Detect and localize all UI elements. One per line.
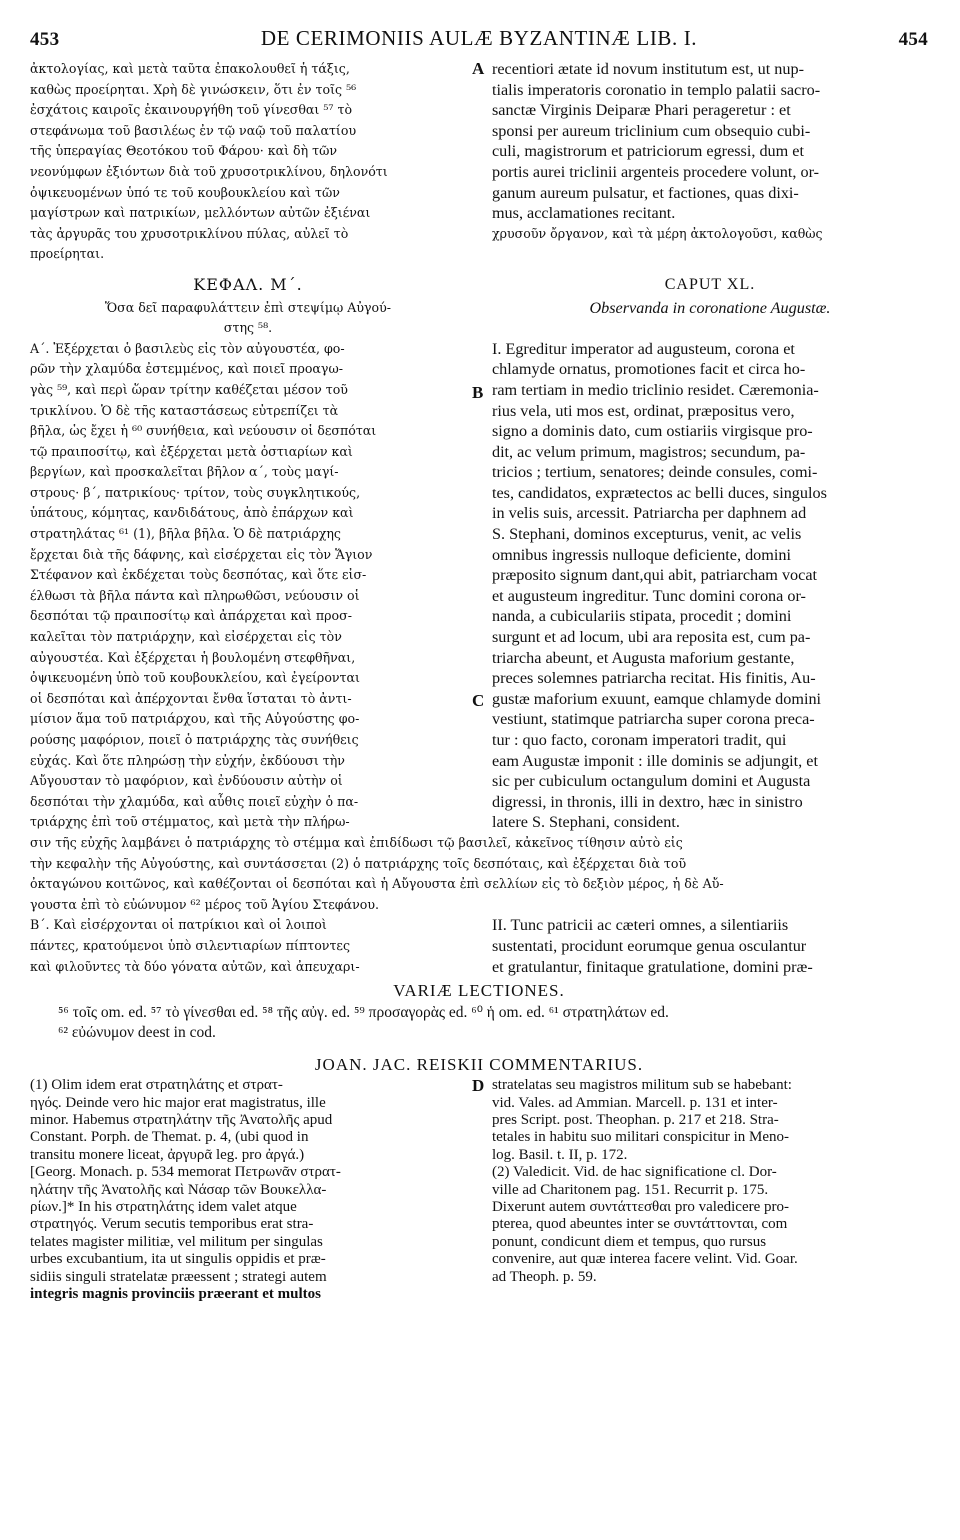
- greek-line: δεσπόται τὴν χλαμύδα, καὶ αὖθις ποιεῖ εὐχὴν ὁ πα-: [30, 793, 359, 809]
- commentary-line: [Georg. Monach. p. 534 memorat Πετρωνᾶν στρατ-: [30, 1164, 341, 1181]
- greek-line: γὰς ⁵⁹, καὶ περὶ ὥραν τρίτην καθέζεται μέσον τοῦ: [30, 381, 348, 397]
- greek-spanning-line: γουστα ἐπὶ τὸ εὐώνυμον ⁶² μέρος τοῦ Ἁγίου Στεφάνου.: [30, 896, 380, 912]
- greek-spanning-line: σιν τῆς εὐχῆς λαμβάνει ὁ πατριάρχης τὸ στέμμα καὶ ἐπιδίδωσι τῷ βασιλεῖ, κἀκεῖνος τίθησιν αὐτὸ εἰς: [30, 834, 683, 850]
- commentary-line: ηγός. Deinde vero hic major erat magistratus, ille: [30, 1094, 326, 1111]
- latin-line: tes, candidatos, exprætectos ac belli duces, singulos: [491, 483, 827, 502]
- latin-line: digressi, in thronis, illi in dextro, hæc in sinistro: [491, 792, 803, 811]
- greek-column-end: [30, 915, 466, 977]
- margin-marker-d: D: [472, 1076, 485, 1096]
- latin-line: nanda, a cubiculariis stipata, procedit ; domini: [491, 607, 792, 626]
- greek-line: μαγίστρων καὶ πατρικίων, μελλόντων αὐτῶν ἐξιέναι: [30, 205, 371, 221]
- greek-line: έλθωσι τὰ βῆλα πάντα καὶ πληρωθῶσι, νεύουσιν οἱ: [30, 587, 360, 603]
- latin-line: in velis suis, arcessit. Patriarcha per daphnem ad: [491, 504, 807, 523]
- commentary-right: [492, 1077, 928, 1303]
- commentary-line: Dixerunt autem συντάττεσθαι pro valedicere pro-: [491, 1198, 789, 1215]
- latin-line: preces solemnes patriarcha recitat. His finitis, Au-: [491, 669, 816, 688]
- latin-line: ram tertiam in medio triclinio residet. Cæremonia-: [491, 380, 819, 399]
- greek-spanning-line: ὀκταγώνου κοιτῶνος, καὶ καθέζονται οἱ δεσπόται καὶ ἡ Αὔγουστα ἐπὶ σελλίων εἰς τὸ δεξιὸν μέρος, ἡ δὲ Αὔ-: [30, 876, 724, 892]
- commentary-line: sidiis singuli stratelatæ præessent ; strategi autem: [30, 1268, 327, 1285]
- greek-line: πάντες, κρατούμενοι ὑπὸ σιλεντιαρίων πίπτοντες: [30, 937, 350, 953]
- greek-line: καθὼς προείρηται. Χρὴ δὲ γινώσκειν, ὅτι ἐν τοῖς ⁵⁶: [30, 81, 357, 97]
- latin-line: latere S. Stephani, consident.: [491, 813, 680, 832]
- gutter-top: [466, 59, 492, 244]
- greek-line: καὶ φιλοῦντες τὰ δύο γόνατα αὐτῶν, καὶ ἀπευχαρι-: [30, 958, 360, 974]
- latin-line: tricios ; tertium, senatores; deinde consules, comi-: [491, 463, 818, 482]
- top-columns: [30, 59, 928, 244]
- greek-chapter-title: Ὅσα δεῖ παραφυλάττειν ἐπὶ στεψίμῳ Αὐγού-: [104, 299, 392, 315]
- greek-line: ὀψικευομένη ὑπὸ τοῦ κουβουκλείου, καὶ ἐγείρονται: [30, 670, 360, 686]
- latin-line: portis aurei triclinii argenteis procedere volunt, or-: [491, 162, 820, 181]
- latin-line: I. Egreditur imperator ad augusteum, corona et: [491, 339, 795, 358]
- latin-line: dit, ac velum primum, magistros; secundum, pa-: [491, 442, 806, 461]
- main-columns: [30, 339, 928, 833]
- section-two-columns: [30, 915, 928, 977]
- commentary-line: telates magister militiæ, vel militum per singulas: [30, 1233, 323, 1250]
- chapter-headings: [30, 244, 928, 338]
- latin-column-top: [492, 59, 928, 244]
- greek-line: Αὔγουσταν τὸ μαφόριον, καὶ ἐνδύουσιν αὐτὴν οἱ: [30, 773, 343, 789]
- greek-line: στρατηλάτας ⁶¹ (1), βῆλα βῆλα. Ὁ δὲ πατριάρχης: [30, 526, 341, 542]
- latin-line: et gratulantur, finitaque gratulatione, domini præ-: [491, 957, 813, 976]
- running-title: DE CERIMONIIS AULÆ BYZANTINÆ LIB. I.: [260, 26, 698, 50]
- commentary-line: transitu monere liceat, ἀργυρᾶ leg. pro ἀργά.): [30, 1146, 305, 1163]
- commentary-columns: [30, 1077, 928, 1303]
- latin-line: ganum aureum pulsatur, et factiones, quas dixi-: [491, 183, 799, 202]
- latin-line: recentiori ætate id novum institutum est, ut nup-: [491, 60, 804, 78]
- greek-chapter-heading: [30, 244, 466, 338]
- variae-lectiones-heading: VARIÆ LECTIONES.: [393, 981, 565, 1001]
- latin-chapter-title: Observanda in coronatione Augustæ.: [589, 298, 831, 317]
- commentary-line: (2) Valedicit. Vid. de hac significatione cl. Dor-: [491, 1164, 777, 1181]
- latin-line: mus, acclamationes recitant.: [491, 204, 676, 223]
- latin-line: II. Tunc patricii ac cæteri omnes, a silentiariis: [491, 916, 789, 935]
- commentary-line: pterea, quod abeuntes inter se συντάττονται, com: [491, 1216, 788, 1233]
- latin-line: culi, magistrorum et patriciorum egressi, dum et: [491, 142, 804, 161]
- latin-line: gustæ maforium exuunt, eamque chlamyde domini: [491, 689, 822, 708]
- commentary-line: Constant. Porph. de Themat. p. 4, (ubi quod in: [30, 1129, 309, 1146]
- latin-chapter-number: CAPUT XL.: [664, 275, 756, 293]
- latin-line: et augusteum ingreditur. Tunc domini corona or-: [491, 586, 806, 605]
- margin-marker-b: B: [472, 382, 484, 402]
- left-page-number: 453: [30, 29, 60, 50]
- greek-chapter-title-cont: στης ⁵⁸.: [223, 320, 273, 336]
- latin-line: rius vela, uti mos est, ordinat, præpositus vero,: [491, 401, 795, 420]
- greek-line: ρούσης μαφόριον, ποιεῖ ὁ πατριάρχης τὰς συνήθεις: [30, 732, 359, 747]
- greek-line: ἔρχεται διὰ τῆς δάφνης, καὶ εἰσέρχεται εἰς τὸν Ἅγιον: [30, 546, 373, 562]
- greek-line: προείρηται.: [30, 246, 105, 262]
- latin-line: signo a dominis dato, cum ostiariis virgisque pro-: [491, 422, 813, 441]
- right-page-number: 454: [898, 29, 928, 50]
- latin-line: sanctæ Virginis Deiparæ Phari perageretur : et: [491, 101, 791, 120]
- commentary-line: ad Theoph. p. 59.: [491, 1268, 597, 1285]
- greek-chapter-number: ΚΕΦΑΛ. Μ΄.: [193, 274, 303, 294]
- latin-line: S. Stephani, dominos excepturus, venit, ac velis: [491, 525, 802, 544]
- latin-line: surgunt et ad locum, ubi ara reposita est, cum pa-: [491, 628, 811, 647]
- latin-line: triarcha abeunt, et Augusta maforium gestante,: [491, 648, 795, 667]
- commentary-line: ηλάτην τῆς Ἀνατολῆς καὶ Νάσαρ τῶν Βουκελλα-: [30, 1181, 327, 1198]
- greek-line: καλεῖται τὸν πατριάρχην, καὶ εἰσέρχεται εἰς τὸν: [30, 629, 342, 645]
- commentary-line: pres Script. post. Theophan. p. 217 et 218. Stra-: [491, 1111, 779, 1128]
- latin-column-end: [492, 915, 928, 977]
- latin-chapter-heading: [492, 244, 928, 338]
- greek-line: ὀψικευομένων ὑπό τε τοῦ κουβουκλείου καὶ τῶν: [30, 184, 340, 200]
- gutter-commentary: [466, 1077, 492, 1303]
- latin-line: eam Augustæ imponit : ille dominis se adjungit, et: [491, 751, 818, 770]
- latin-line: vestiunt, statimque patriarcha super corona preca-: [491, 710, 815, 729]
- gutter-main: [466, 339, 492, 833]
- variant-reading-line: ⁶² εὐώνυμον deest in cod.: [58, 1024, 216, 1042]
- greek-spanning-block: [30, 833, 928, 915]
- greek-line: τρικλίνου. Ὁ δὲ τῆς καταστάσεως εὐτρεπίζει τὰ: [30, 402, 339, 418]
- greek-column-main: [30, 339, 466, 833]
- greek-line: βῆλα, ὡς ἔχει ἡ ⁶⁰ συνήθεια, καὶ νεύουσιν οἱ δεσπόται: [30, 423, 377, 439]
- greek-line: ἐσχάτοις καιροῖς ἐκαινουργήθη τοῦ γίνεσθαι ⁵⁷ τὸ: [30, 102, 353, 118]
- margin-marker-c: C: [472, 690, 485, 710]
- commentary-line: ρίων.]* In his στρατηλάτης idem valet atque: [30, 1198, 297, 1215]
- latin-line: sic per cubiculum octangulum domini et Augusta: [491, 772, 811, 791]
- commentary-line: ponunt, condicunt diem et tempus, quo rursus: [491, 1233, 767, 1250]
- variae-lectiones: [30, 1003, 928, 1043]
- greek-line: Στέφανον καὶ ἐκδέχεται τοὺς δεσπότας, καὶ ὅτε εἰσ-: [30, 567, 367, 583]
- latin-line: omnibus ingressis nulloque deficiente, domini: [491, 545, 791, 564]
- commentary-heading: JOAN. JAC. REISKII COMMENTARIUS.: [314, 1055, 644, 1075]
- greek-line: ἀκτολογίας, καὶ μετὰ ταῦτα ἐπακολουθεῖ ἡ τάξις,: [30, 61, 350, 76]
- greek-line: τῆς ὑπεραγίας Θεοτόκου τοῦ Φάρου· καὶ δὴ τῶν: [30, 143, 338, 159]
- latin-line: chlamyde ornatus, promotiones facit et circa ho-: [491, 360, 806, 379]
- greek-line: ρῶν τὴν χλαμύδα ἐστεμμένος, καὶ ποιεῖ προαγω-: [30, 361, 343, 377]
- latin-line: tur : quo facto, coronam imperatori tradit, qui: [491, 731, 787, 749]
- greek-column-top: [30, 59, 466, 244]
- greek-line: εὐχάς. Καὶ ὅτε πληρώσῃ τὴν εὐχήν, ἐκδύουσι τὴν: [30, 752, 345, 768]
- commentary-line: urbes excubantium, ita ut singulis oppidis et præ-: [30, 1251, 326, 1268]
- commentary-line: stratelatas seu magistros militum sub se habebant:: [491, 1077, 792, 1094]
- commentary-line: vid. Vales. ad Ammian. Marcell. p. 131 et inter-: [491, 1094, 778, 1111]
- latin-line: sustentati, procidunt eorumque genua osculantur: [491, 936, 807, 955]
- greek-spanning-line: χρυσοῦν ὄργανον, καὶ τὰ μέρη ἀκτολογοῦσι, καθὼς: [491, 225, 823, 241]
- commentary-line: tetales in habitu suo militari conspicitur in Meno-: [491, 1129, 789, 1146]
- commentary-line: convenire, aut quæ interea facere velint. Vid. Goar.: [491, 1251, 798, 1268]
- commentary-line: integris magnis provinciis præerant et multos: [30, 1286, 321, 1302]
- greek-line: οἱ δεσπόται καὶ ἀπέρχονται ἔνθα ἵσταται τὸ ἀντι-: [30, 690, 352, 706]
- commentary-line: (1) Olim idem erat στρατηλάτης et στρατ-: [30, 1077, 283, 1094]
- greek-line: τὰς ἀργυρᾶς του χρυσοτρικλίνου πύλας, αὐλεῖ τὸ: [30, 225, 349, 241]
- greek-line: μίσιον ἅμα τοῦ πατριάρχου, καὶ τῆς Αὐγούστης φο-: [30, 711, 360, 727]
- commentary-line: log. Basil. t. II, p. 172.: [491, 1146, 628, 1163]
- commentary-line: minor. Habemus στρατηλάτην τῆς Ἀνατολῆς apud: [30, 1111, 333, 1128]
- commentary-left: [30, 1077, 466, 1303]
- greek-line: δεσπόται τῷ πραιποσίτῳ καὶ ἀπάρχεται καὶ προσ-: [30, 608, 352, 624]
- greek-line: αὐγουστέα. Καὶ ἐξέρχεται ἡ βουλομένη στεφθῆναι,: [30, 649, 356, 665]
- margin-marker-a: A: [472, 59, 485, 78]
- latin-column-main: [492, 339, 928, 833]
- commentary-line: ville ad Charitonem pag. 151. Recurrit p. 175.: [491, 1181, 769, 1198]
- greek-line: τῷ πραιποσίτῳ, καὶ ἐξέρχεται μετὰ ὀστιαρίων καὶ: [30, 443, 353, 459]
- latin-line: præposito signum dant,qui abit, patriarcham vocat: [491, 566, 817, 585]
- greek-line: στεφάνωμα τοῦ βασιλέως ἐν τῷ ναῷ τοῦ παλατίου: [30, 122, 357, 138]
- running-header: [30, 26, 928, 51]
- greek-line: τριάρχης ἐπὶ τοῦ στέμματος, καὶ μετὰ τὴν πλήρω-: [30, 814, 350, 830]
- greek-spanning-line: τὴν κεφαλὴν τῆς Αὐγούστης, καὶ συντάσσεται (2) ὁ πατριάρχης τοῖς δεσπόταις, καὶ ἐξέρχεται διὰ τοῦ: [30, 855, 687, 871]
- greek-line: ὑπάτους, κόμητας, κανδιδάτους, ἀπὸ ἐπάρχων καὶ: [30, 505, 354, 521]
- greek-line: Β΄. Καὶ εἰσέρχονται οἱ πατρίκιοι καὶ οἱ λοιποὶ: [30, 917, 327, 933]
- greek-line: βεργίων, καὶ προσκαλεῖται βῆλον α΄, τοὺς μαγί-: [30, 464, 339, 480]
- variant-reading-line: ⁵⁶ τοῖς om. ed. ⁵⁷ τὸ γίνεσθαι ed. ⁵⁸ τῆς αὐγ. ed. ⁵⁹ προσαγορὰς ed. ⁶⁰ ἡ om. ed. ⁶¹ στρατηλάτων ed.: [58, 1004, 669, 1022]
- greek-line: στρους· β΄, πατρικίους· τρίτον, τοὺς συγκλητικούς,: [30, 484, 361, 500]
- greek-line: Α΄. Ἐξέρχεται ὁ βασιλεὺς εἰς τὸν αὐγουστέα, φο-: [30, 340, 345, 356]
- commentary-line: στρατηγός. Verum secutis temporibus erat stra-: [30, 1216, 314, 1233]
- greek-line: νεονύμφων ἐξιόντων διὰ τοῦ χρυσοτρικλίνου, δηλονότι: [30, 163, 388, 179]
- latin-line: sponsi per aureum triclinium cum obsequio cubi-: [491, 121, 811, 140]
- latin-line: tialis imperatoris coronatio in templo palatii sacro-: [491, 80, 821, 99]
